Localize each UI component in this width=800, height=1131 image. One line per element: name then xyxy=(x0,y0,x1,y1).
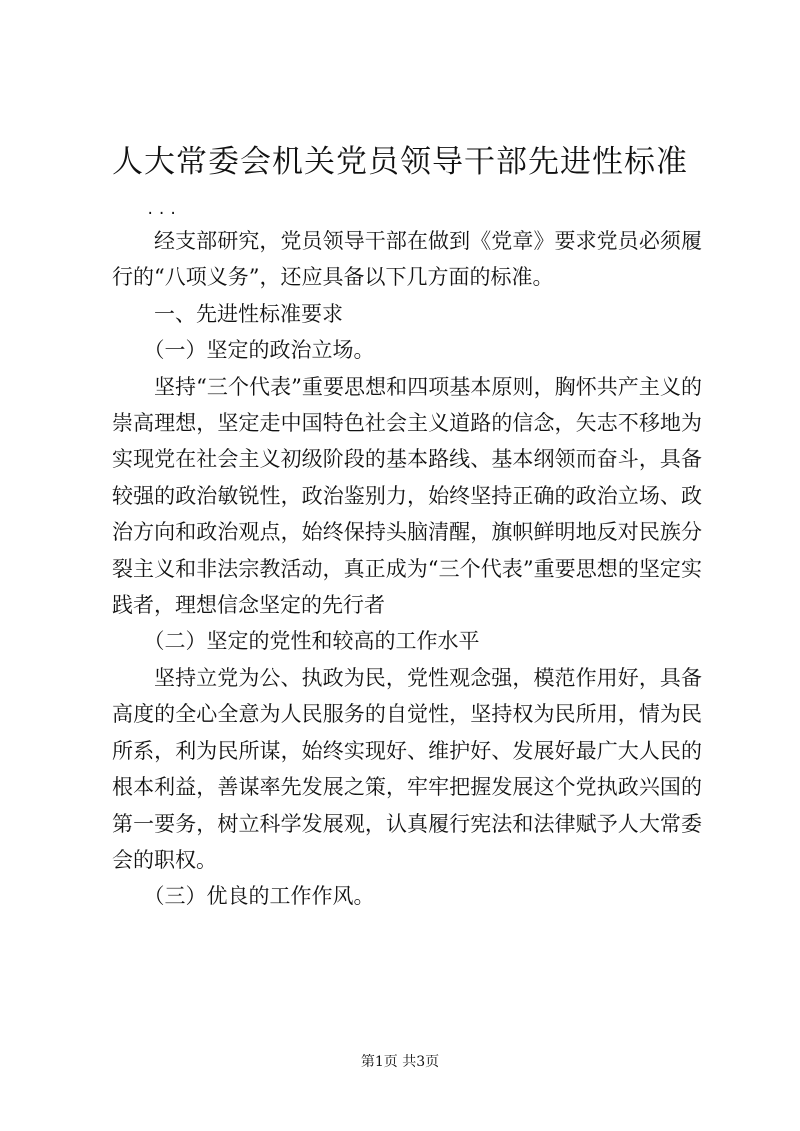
subsection-heading: （二）坚定的党性和较高的工作水平 xyxy=(143,629,480,654)
paragraph: 坚持立党为公、执政为民，党性观念强，模范作用好，具备高度的全心全意为人民服务的自觉性，坚持权为民所用，情为民所系，利为民所谋，始终实现好、维护好、发展好最广大人民的根本利益，善谋率先发展之策，牢牢把握发展这个党执政兴国的第一要务，树立科学发展观，认真履行宪法和法律赋予人大常委会的职权。 xyxy=(112,665,702,872)
ellipsis-marker: ... xyxy=(146,202,181,218)
document-title: 人大常委会机关党员领导干部先进性标准 xyxy=(112,144,688,180)
paragraph: 经支部研究，党员领导干部在做到《党章》要求党员必须履行的“八项义务”，还应具备以下几方面的标准。 xyxy=(112,229,702,290)
subsection-heading: （一）坚定的政治立场。 xyxy=(143,338,375,363)
paragraph: 坚持“三个代表”重要思想和四项基本原则，胸怀共产主义的崇高理想，坚定走中国特色社会主义道路的信念，矢志不移地为实现党在社会主义初级阶段的基本路线、基本纲领而奋斗，具备较强的政治敏锐性，政治鉴别力，始终坚持正确的政治立场、政治方向和政治观点，始终保持头脑清醒，旗帜鲜明地反对民族分裂主义和非法宗教活动，真正成为“三个代表”重要思想的坚定实践者，理想信念坚定的先行者 xyxy=(112,374,702,618)
subsection-heading: （三）优良的工作作风。 xyxy=(143,884,375,909)
section-heading: 一、先进性标准要求 xyxy=(154,301,343,326)
document-body xyxy=(112,223,702,915)
page-number-footer: 第1页 共3页 xyxy=(360,1054,440,1070)
